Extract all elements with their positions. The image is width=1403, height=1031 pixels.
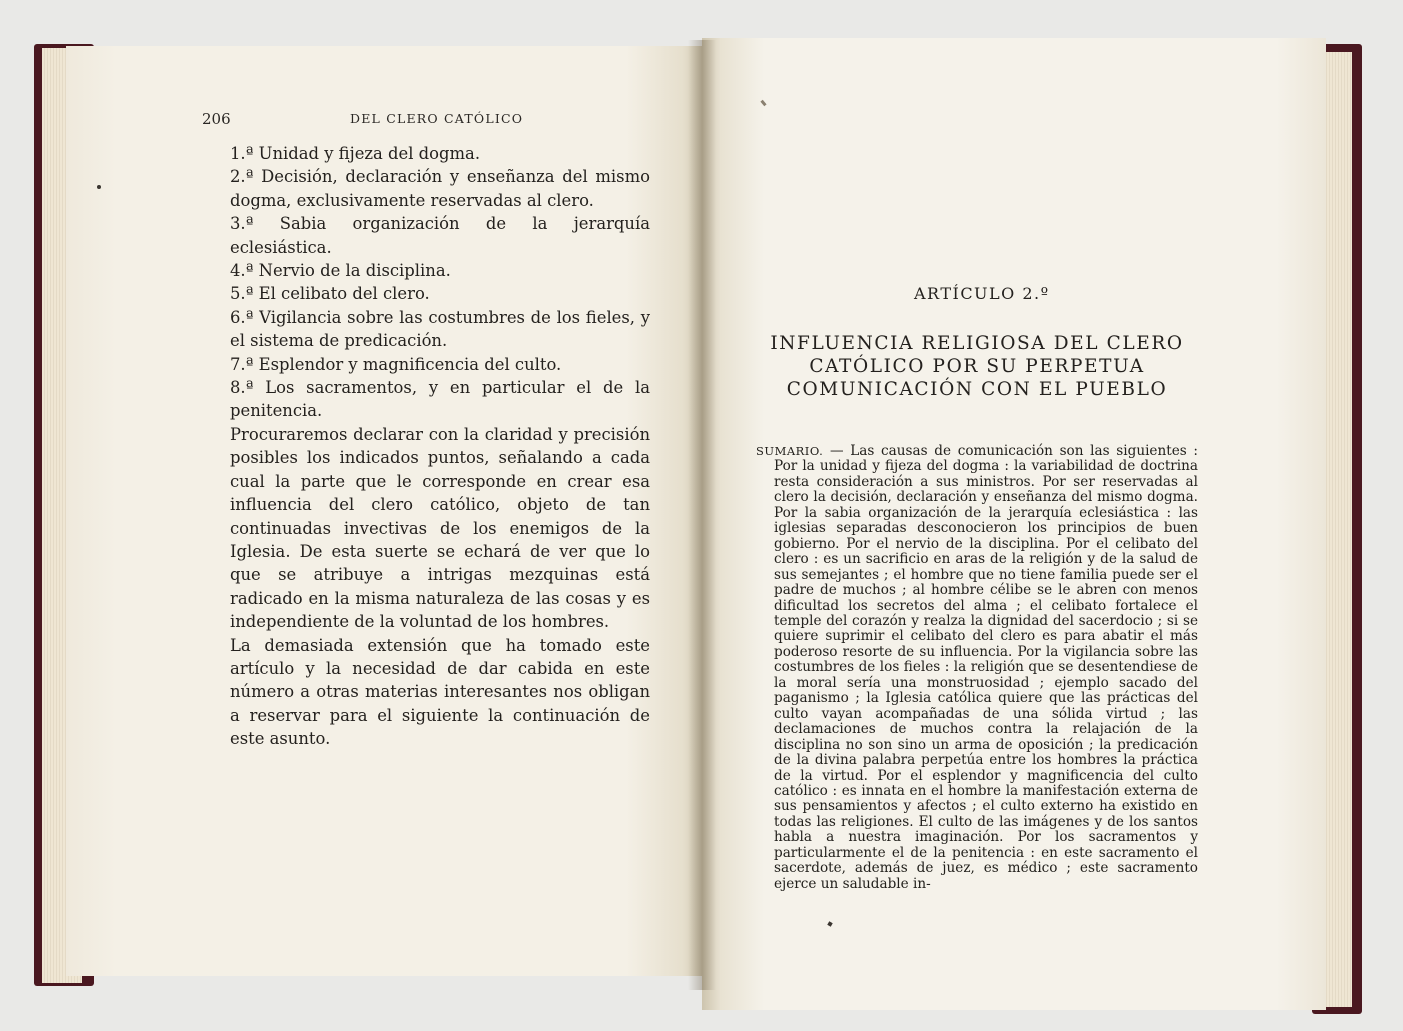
page-number: 206 xyxy=(202,110,231,128)
list-item: 7.ª Esplendor y magnificencia del culto. xyxy=(230,354,562,374)
list-item: 8.ª Los sacramentos, y en particular el de la penitencia. xyxy=(230,378,650,421)
sumario-paragraph xyxy=(756,444,1198,892)
list-item: 5.ª El celibato del clero. xyxy=(230,284,430,304)
sumario-lead: SUMARIO. xyxy=(756,444,824,458)
list-item: 1.ª Unidad y fijeza del dogma. xyxy=(230,144,481,163)
list-item: 3.ª Sabia organización de la jerarquía eclesiástica. xyxy=(230,214,650,257)
article-title: INFLUENCIA RELIGIOSA DEL CLERO CATÓLICO POR SU PERPETUA COMUNICACIÓN CON EL PUEBLO xyxy=(770,333,1184,400)
book-gutter xyxy=(688,40,716,990)
article-label: ARTÍCULO 2.º xyxy=(914,284,1050,303)
running-head xyxy=(202,110,652,132)
ink-mark xyxy=(97,185,101,189)
list-item: 4.ª Nervio de la disciplina. xyxy=(230,261,451,281)
sumario-text: — Las causas de comunicación son las siguientes : Por la unidad y fijeza del dogma : la variabilidad de doctrina resta consideración a sus ministros. Por ser reservadas al clero la decisión, declaración y enseñanza del mismo dogma. Por la sabia organización de la jerarquía eclesiástica : las iglesias separadas desconocieron los principios de buen gobierno. Por el nervio de la disciplina. Por el celibato del clero : es un sacrificio en aras de la religión y de la salud de sus semejantes ; el hombre que no tiene familia puede ser el padre de muchos ; al hombre célibe se le abren con menos dificultad los secretos del alma ; el celibato fortalece el temple del corazón y realza la dignidad del sacerdocio ; si se quiere suprimir el celibato del clero es para abatir el más poderoso resorte de su influencia. Por la vigilancia sobre las costumbres de los fieles : la religión que se desentendiese de la moral sería una monstruosidad ; ejemplo sacado del paganismo ; la Iglesia católica quiere que las prácticas del culto vayan acompañadas de una sólida virtud ; las declamaciones de muchos contra la relajación de la disciplina no son sino un arma de oposición ; la predicación de la divina palabra perpetúa entre los hombres la práctica de la virtud. Por el esplendor y magnificencia del culto católico : es innata en el hombre la manifestación externa de sus pensamientos y afectos ; el culto externo ha existido en todas las religiones. El culto de las imágenes y de los santos habla a nuestra imaginación. Por los sacramentos y particularmente el de la penitencia : en este sacramento el sacerdote, además de juez, es médico ; este sacramento ejerce un saludable in- xyxy=(774,443,1198,892)
list-item: 2.ª Decisión, declaración y enseñanza del mismo dogma, exclusivamente reservadas al clero. xyxy=(230,167,650,210)
sumario-block xyxy=(756,444,1198,892)
body-paragraph: Procuraremos declarar con la claridad y precisión posibles los indicados puntos, señalando a cada cual la parte que le corresponde en crear esa influencia del clero católico, objeto de tan continuadas invectivas de los enemigos de la Iglesia. De esta suerte se echará de ver que lo que se atribuye a intrigas mezquinas está radicado en la misma naturaleza de las cosas y es independiente de la voluntad de los hombres. xyxy=(230,424,650,632)
running-head-title: DEL CLERO CATÓLICO xyxy=(350,111,524,126)
list-item: 6.ª Vigilancia sobre las costumbres de los fieles, y el sistema de predicación. xyxy=(230,307,650,351)
body-paragraph: La demasiada extensión que ha tomado este artículo y la necesidad de dar cabida en este número a otras materias interesantes nos obligan a reservar para el siguiente la continuación de este asunto. xyxy=(230,635,650,749)
left-page-body xyxy=(230,142,650,751)
